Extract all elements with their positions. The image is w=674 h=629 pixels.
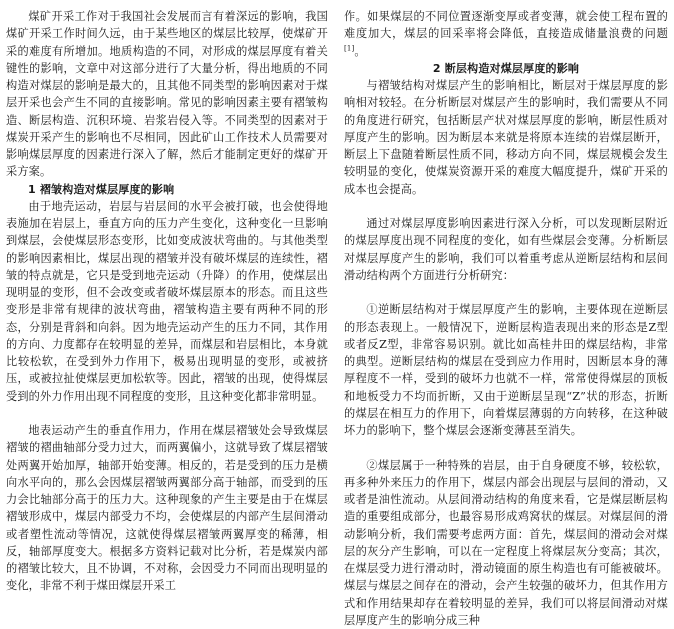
- right-column: [344, 8, 668, 629]
- section-heading-1: 1 褶皱构造对煤层厚度的影响: [6, 181, 328, 198]
- paragraph-gap: [344, 198, 668, 215]
- continued-text: 作。如果煤层的不同位置逐渐变厚或者变薄，就会使工程布置的难度加大，煤层的回采率将会降低，直接造成储量浪费的问题: [344, 10, 668, 40]
- left-column: [6, 8, 328, 595]
- reverse-fault-paragraph: ①逆断层结构对于煤层厚度产生的影响，主要体现在逆断层的形态表现上。一般情况下，逆断层构造表现出来的形态是Z型或者反Z型，非常容易识别。就比如高桂井田的煤层结构，非常的典型。逆断层结构的煤层在受到应力作用时，因断层本身的薄厚程度不一样，受到的破坏力也就不一样，常常使得煤层的顶板和地板受力不均而折断，又由于逆断层呈现“Z”状的形态，折断的煤层在相互力的作用下，向着煤层薄弱的方向转移，在这种破坏力的影响下，整个煤层会逐渐变薄甚至消失。: [344, 301, 668, 439]
- fault-structure-paragraph-1: 与褶皱结构对煤层产生的影响相比，断层对于煤层厚度的影响相对较轻。在分析断层对煤层产生的影响时，我们需要从不同的角度进行研究，包括断层产状对煤层厚度的影响，断层性质对厚度产生的影响。因为断层本来就是将原本连续的岩煤层断开，断层上下盘随着断层性质不同，移动方向不同，煤层规模会发生较明显的变化，使煤炭资源开采的难度大幅度提升，煤矿开采的成本也会提高。: [344, 77, 668, 198]
- continued-text-end: 。: [354, 45, 365, 58]
- paragraph-gap: [344, 284, 668, 301]
- intro-paragraph: 煤矿开采工作对于我国社会发展而言有着深远的影响，我国煤矿开采工作时间久远，由于某些地区的煤层比较厚，使煤矿开采的难度有所增加。地质构造的不同，对形成的煤层厚度有着关键性的影响，文章中对这部分进行了大量分析，得出地质的不同构造对煤层的影响是最大的，且其他不同类型的影响因素对于煤层开采也会产生不同的直接影响。常见的影响因素主要有褶皱构造、断层构造、沉积环境、岩浆岩侵入等。不同类型的因素对于煤炭开采产生的影响也不尽相同，因此矿山工作技术人员需要对影响煤层厚度的因素进行深入了解，然后才能制定更好的煤矿开采方案。: [6, 8, 328, 181]
- paragraph-gap: [344, 439, 668, 456]
- continued-paragraph: [344, 8, 668, 60]
- fold-structure-paragraph-2: 地表运动产生的垂直作用力，作用在煤层褶皱处会导致煤层褶皱的褶曲轴部分受力过大，而两翼偏小，这就导致了煤层褶皱处两翼开始加厚，轴部开始变薄。相反的，若是受到的压力是横向水平向的，那么会因煤层褶皱两翼部分高于轴部，而受到的压力会比轴部分高于的压力大。这种现象的产生主要是由于在煤层褶皱形成中，煤层内部受力不均，会使煤层的内部产生层间滑动或者塑性流动等情况，这就使得煤层褶皱两翼厚变的稀薄，相反，轴部厚度变大。根据多方资料记载对比分析，若是煤炭内部的褶皱比较大，且不协调，不对称，会因受力不同而出现明显的变化，非常不利于煤田煤层开采工: [6, 422, 328, 595]
- citation-marker: [1]: [344, 44, 354, 52]
- interlayer-sliding-paragraph: ②煤层属于一种特殊的岩层，由于自身硬度不够，较松软，再多种外来压力的作用下，煤层内部会出现层与层间的滑动，又或者是油性流动。从层间滑动结构的角度来看，它是煤层断层构造的重要组成部分，也最容易形成鸡窝状的煤层。对煤层间的滑动影响分析，我们需要考虑两方面：首先，煤层间的滑动会对煤层的灰分产生影响，可以在一定程度上将煤层灰分变高；其次，在煤层受力进行滑动时，滑动镜面的原生构造也有可能被破坏。煤层与煤层之间存在的滑动，会产生较强的破坏力，但其作用方式和作用结果却存在着较明显的差异，我们可以将层间滑动对煤层厚度产生的影响分成三种: [344, 457, 668, 629]
- section-heading-2: 2 断层构造对煤层厚度的影响: [344, 60, 668, 77]
- paragraph-gap: [6, 405, 328, 422]
- fault-structure-paragraph-2: 通过对煤层厚度影响因素进行深入分析，可以发现断层附近的煤层厚度出现不同程度的变化，如有些煤层会变薄。分析断层对煤层厚度产生的影响，我们可以着重考虑从逆断层结构和层间滑动结构两个方面进行分析研究：: [344, 215, 668, 284]
- fold-structure-paragraph-1: 由于地壳运动，岩层与岩层间的水平会被打破，也会使得地表施加在岩层上，垂直方向的压力产生变化，这种变化一旦影响到煤层，会使煤层形态变形，比如变成波状弯曲的。与其他类型的影响因素相比，煤层出现的褶皱并没有破坏煤层的连续性，褶皱的特点就是，它只是受到地壳运动（升降）的作用，使煤层出现明显的变形，但不会改变或者破坏煤层原本的形态。而且这些变形是非常有规律的波状弯曲，褶皱构造主要有两种不同的形态，分别是背斜和向斜。因为地壳运动产生的压力不同，其作用的方向、力度都存在较明显的差异，而煤层和岩层相比，本身就比较松软，在受到外力作用下，极易出现明显的变形，或被挤压，或被拉扯使煤层更加松软等。因此，褶皱的出现，使得煤层受到的外力作用出现不同程度的变形，且这种变化都非常明显。: [6, 198, 328, 405]
